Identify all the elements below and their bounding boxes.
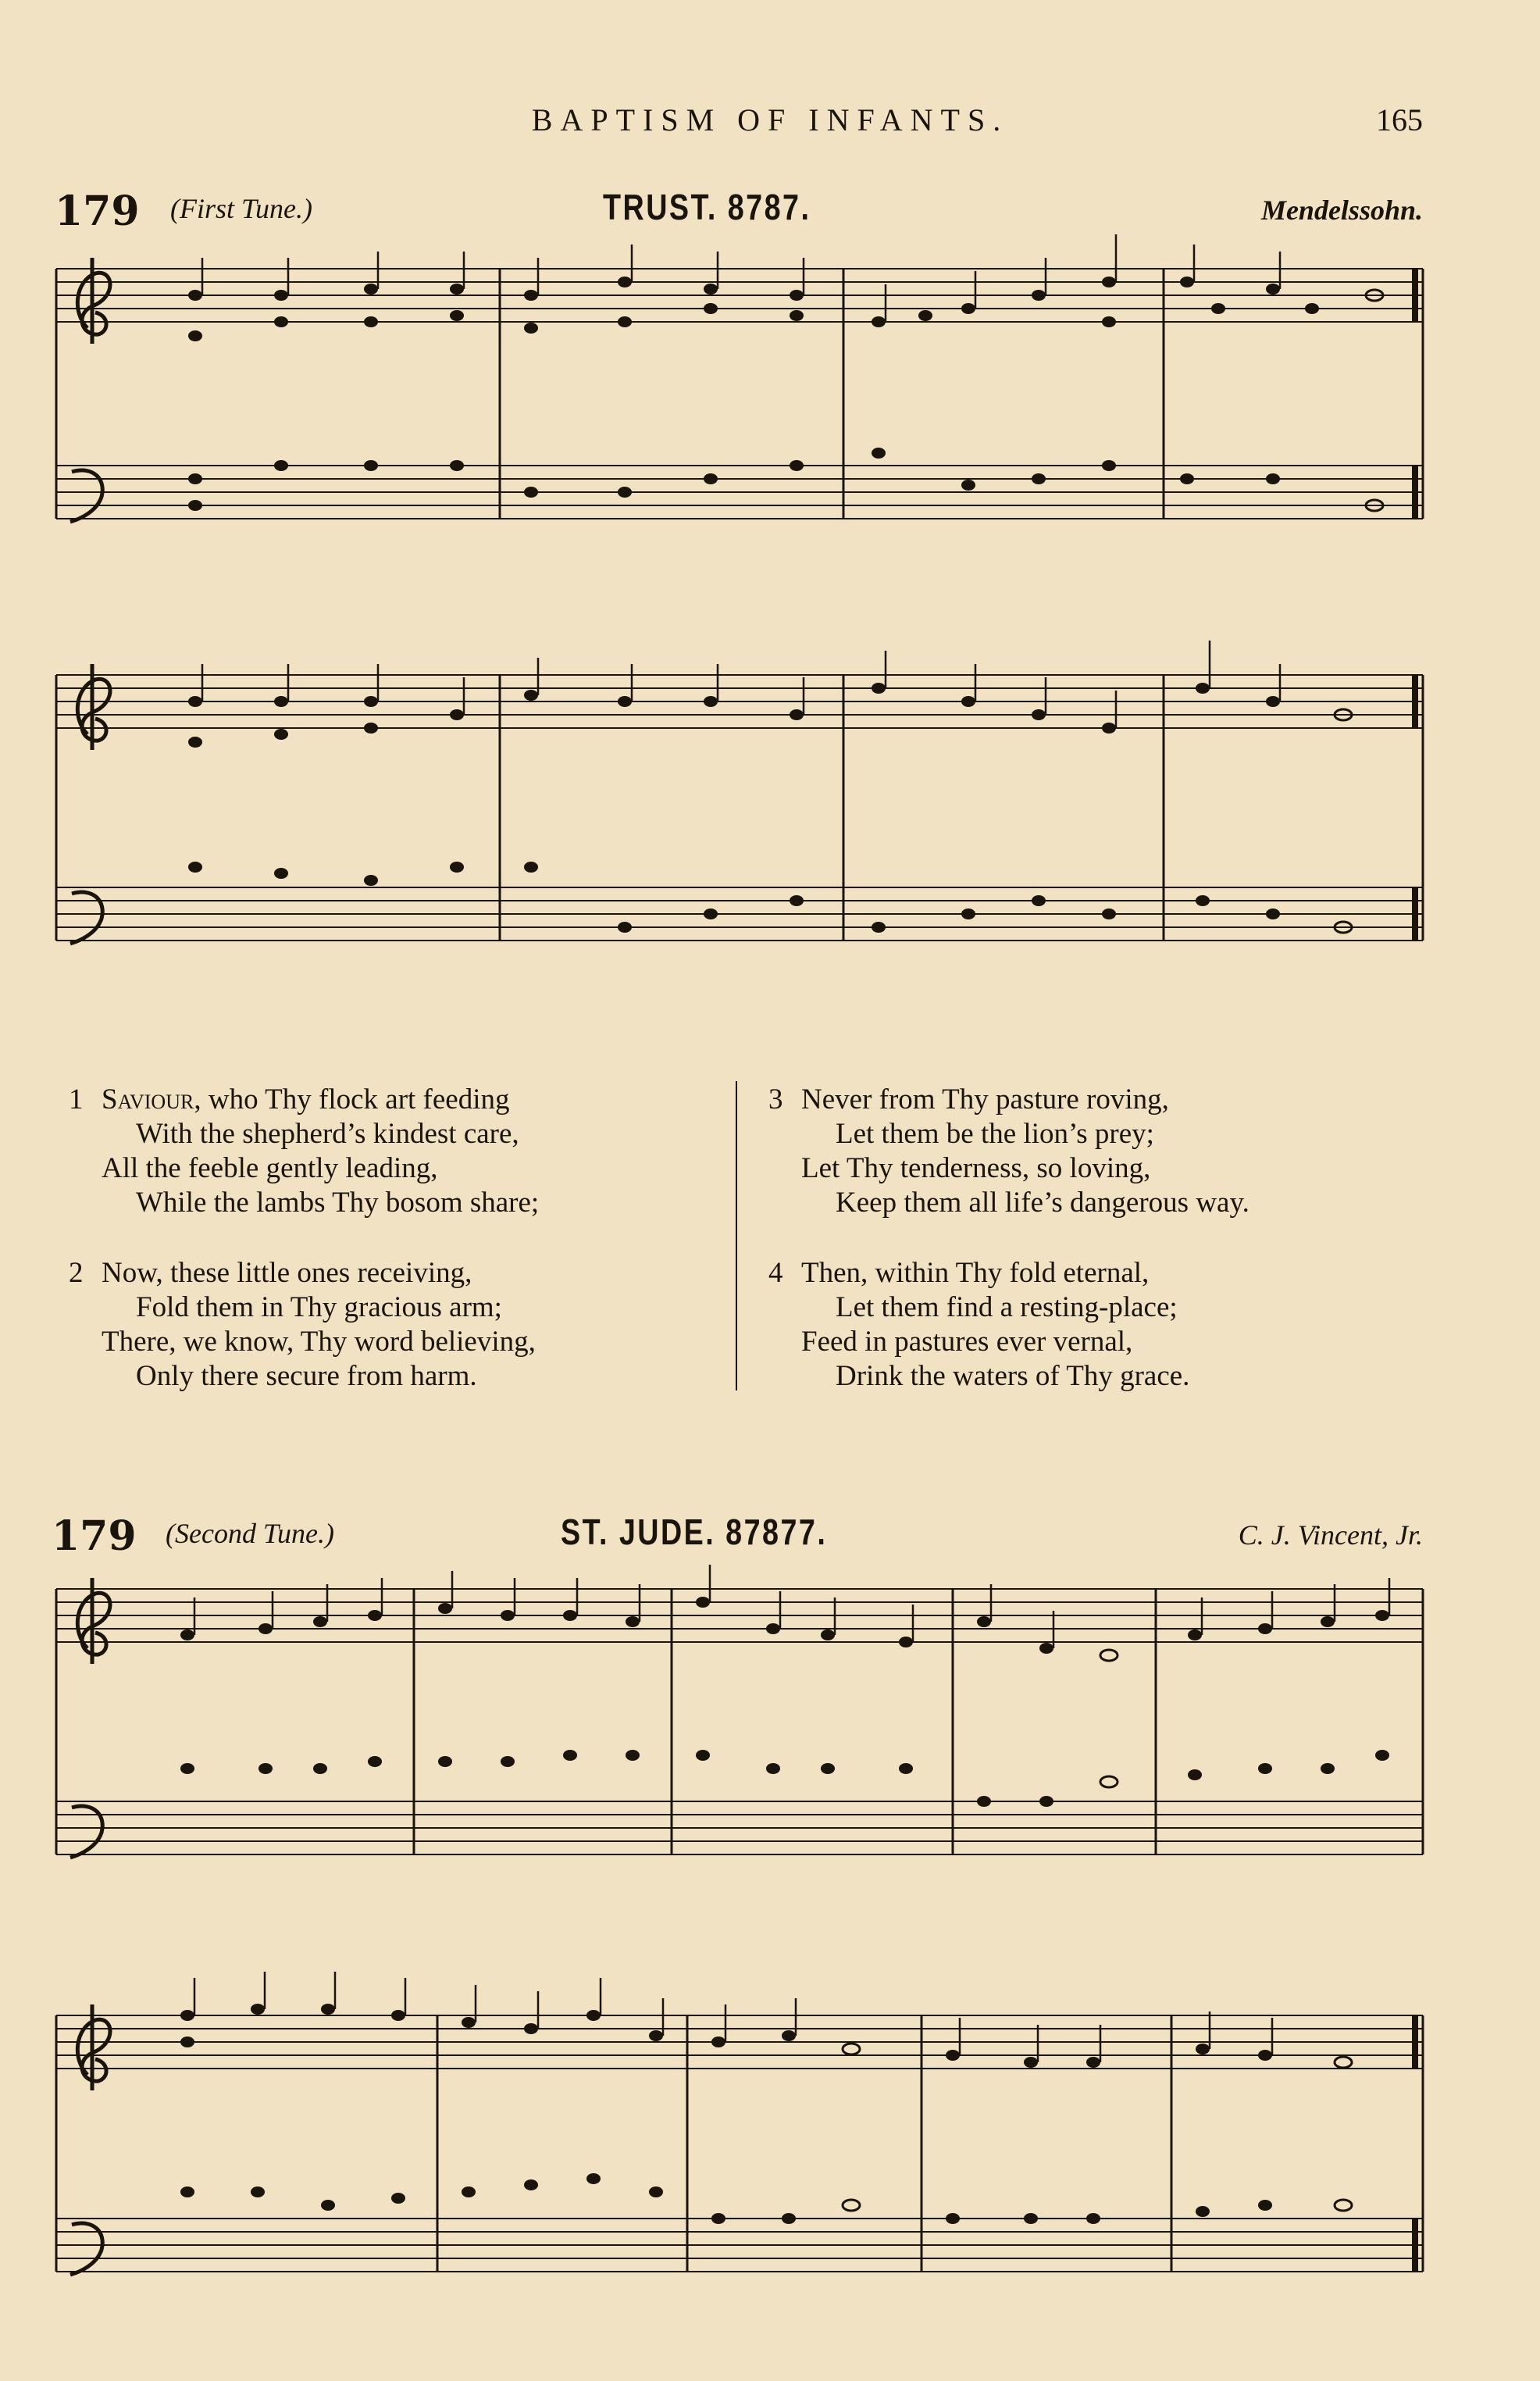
- verse-line: Keep them all life’s dangerous way.: [836, 1187, 1249, 1219]
- page-number: 165: [1376, 102, 1423, 137]
- verse-2: [69, 1256, 740, 1394]
- notes-system-a: [188, 277, 1383, 511]
- staff-system-b-treble: [56, 675, 1423, 728]
- verse-line: There, we know, Thy word believing,: [102, 1326, 536, 1358]
- notes-system-b: [188, 683, 1352, 933]
- verse-column-divider: [736, 1081, 737, 1390]
- verse-line: who Thy flock art feeding: [208, 1083, 510, 1116]
- running-head: BAPTISM OF INFANTS.: [531, 102, 1009, 137]
- verse-line: Never from Thy pasture roving,: [801, 1083, 1169, 1116]
- verse-line: Fold them in Thy gracious arm;: [136, 1291, 502, 1323]
- verse-number: 4: [768, 1257, 783, 1289]
- staff-system-d-bass: [56, 2219, 1423, 2272]
- treble-clef-a: [77, 258, 110, 344]
- verse-line: Drink the waters of Thy grace.: [836, 1360, 1190, 1392]
- verse-line: Let them be the lion’s prey;: [836, 1118, 1154, 1150]
- bass-clef-a: [70, 470, 102, 522]
- staff-system-a-bass: [56, 466, 1423, 519]
- verse-line: Feed in pastures ever vernal,: [801, 1326, 1133, 1358]
- staff-system-c-bass: [56, 1801, 1423, 1854]
- verse-line: Only there secure from harm.: [136, 1360, 477, 1392]
- treble-clef-b: [77, 664, 110, 750]
- verse-number: 1: [69, 1083, 84, 1116]
- staff-system-c-treble: [56, 1589, 1423, 1642]
- composer-first: Mendelssohn.: [1260, 195, 1423, 226]
- verse-line: Let them find a resting-place;: [836, 1291, 1178, 1323]
- verse-line: Let Thy tenderness, so loving,: [801, 1152, 1151, 1184]
- staff-system-d-treble: [56, 2015, 1423, 2069]
- tune-name-second: ST. JUDE. 87877.: [561, 1512, 828, 1552]
- bass-clef-d: [70, 2223, 102, 2275]
- hymn-number-second: 179: [52, 1512, 137, 1560]
- verse-first-word: Saviour,: [102, 1083, 201, 1116]
- verse-number: 2: [69, 1257, 84, 1289]
- verse-3: [768, 1083, 1471, 1220]
- verse-line: All the feeble gently leading,: [102, 1152, 438, 1184]
- verse-line: While the lambs Thy bosom share;: [136, 1187, 540, 1219]
- hymn-number-first: 179: [55, 187, 140, 235]
- verse-4: [768, 1256, 1471, 1394]
- verse-number: 3: [768, 1083, 783, 1116]
- staff-system-b-bass: [56, 887, 1423, 941]
- verse-1: [69, 1083, 740, 1220]
- tune-label-first: (First Tune.): [170, 193, 313, 224]
- bass-clef-b: [70, 892, 102, 944]
- treble-clef-c: [77, 1578, 110, 1664]
- treble-clef-d: [77, 2004, 110, 2090]
- composer-second: C. J. Vincent, Jr.: [1238, 1519, 1423, 1551]
- tune-name-first: TRUST. 8787.: [603, 187, 811, 227]
- verse-line: Now, these little ones receiving,: [102, 1257, 472, 1289]
- verse-line: Then, within Thy fold eternal,: [801, 1257, 1150, 1289]
- bass-clef-c: [70, 1806, 102, 1858]
- tune-label-second: (Second Tune.): [166, 1518, 334, 1549]
- notes-system-d: [180, 2004, 1352, 2224]
- verse-line: With the shepherd’s kindest care,: [136, 1118, 519, 1150]
